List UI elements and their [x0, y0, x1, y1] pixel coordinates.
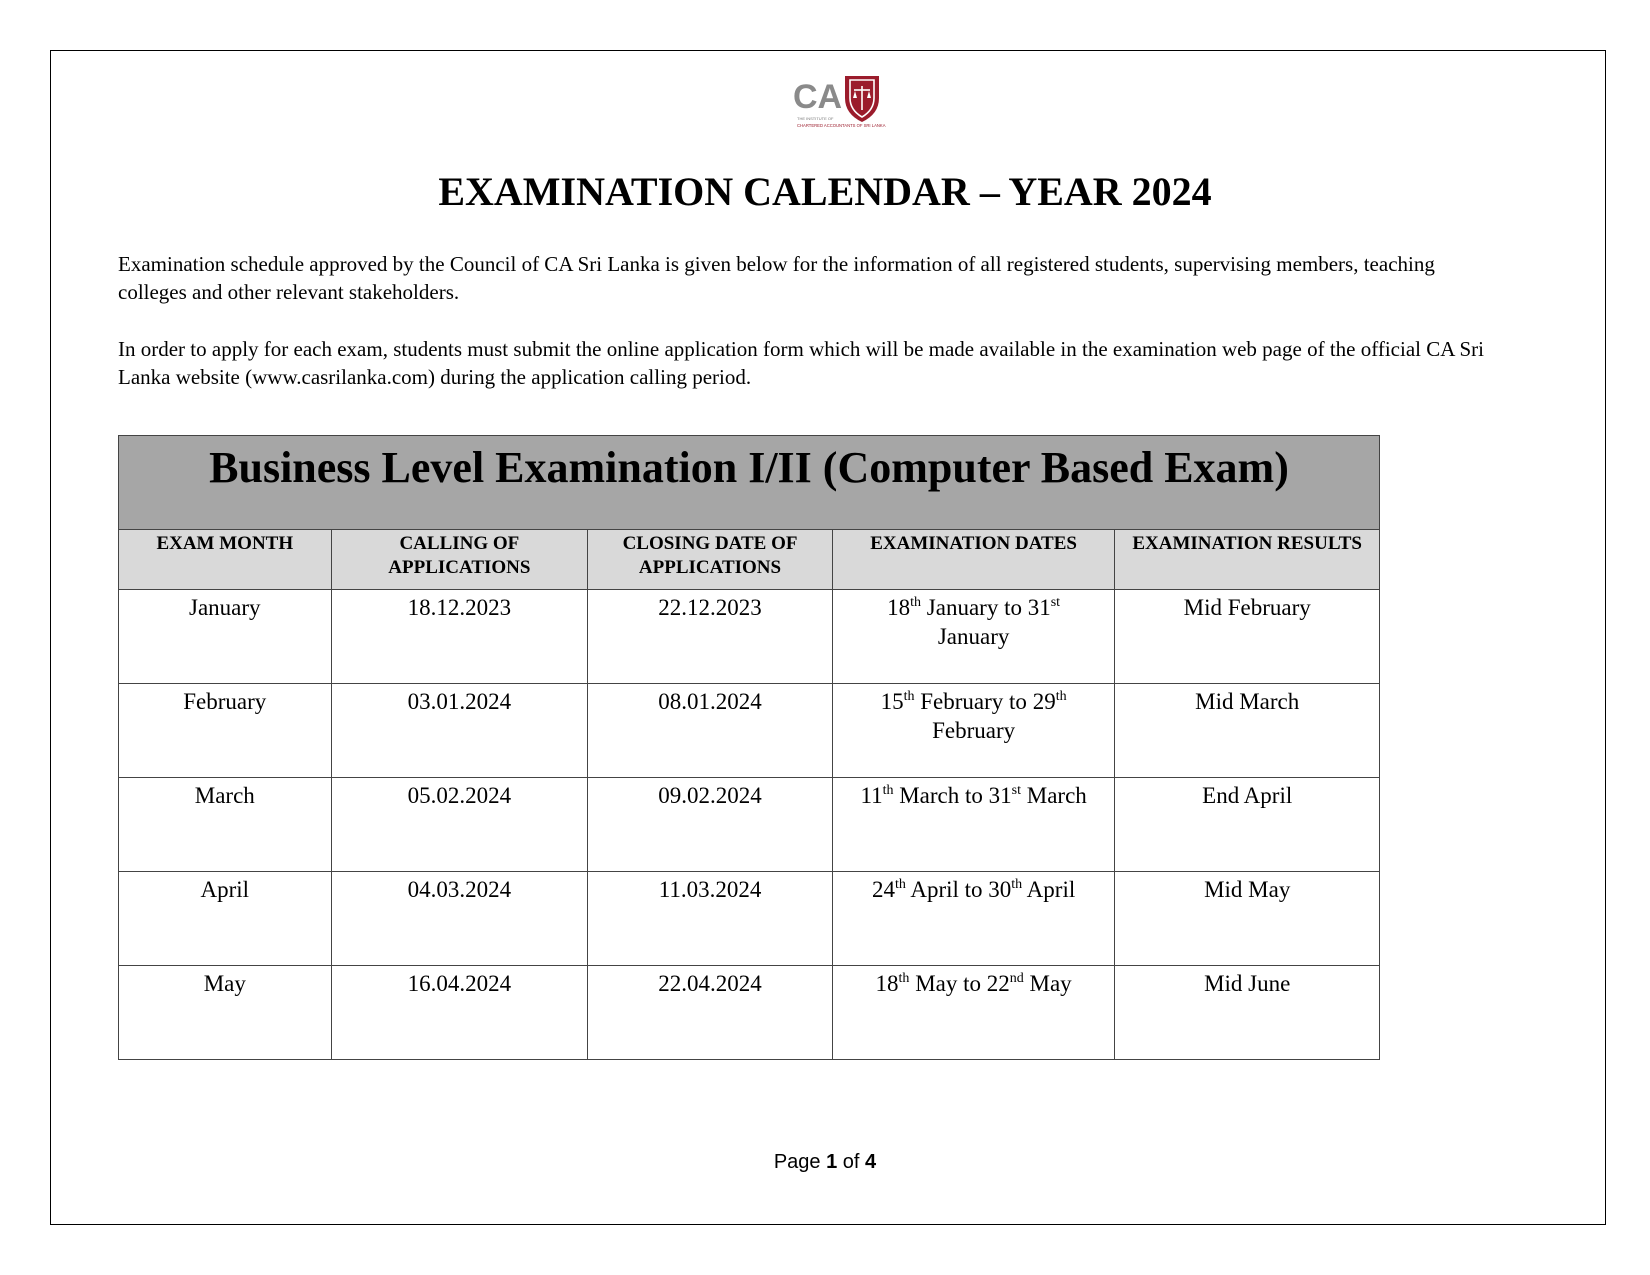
- cell-calling-date: 05.02.2024: [331, 778, 588, 872]
- cell-exam-month: May: [119, 966, 332, 1060]
- cell-results: Mid February: [1115, 590, 1380, 684]
- cell-closing-date: 08.01.2024: [588, 684, 833, 778]
- cell-calling-date: 18.12.2023: [331, 590, 588, 684]
- table-caption: Business Level Examination I/II (Computer Based Exam): [119, 436, 1380, 530]
- logo-caption-line1: THE INSTITUTE OF: [797, 116, 834, 121]
- cell-calling-date: 04.03.2024: [331, 872, 588, 966]
- logo-letters: CA: [793, 78, 843, 116]
- cell-exam-month: February: [119, 684, 332, 778]
- cell-results: Mid June: [1115, 966, 1380, 1060]
- exam-calendar-table: [118, 435, 1380, 1060]
- table-row: [119, 966, 1380, 1060]
- cell-closing-date: 11.03.2024: [588, 872, 833, 966]
- cell-closing-date: 22.04.2024: [588, 966, 833, 1060]
- cell-closing-date: 22.12.2023: [588, 590, 833, 684]
- page-number: Page 1 of 4: [773, 1151, 877, 1173]
- cell-results: End April: [1115, 778, 1380, 872]
- document-title: EXAMINATION CALENDAR – YEAR 2024: [438, 169, 1212, 214]
- cell-examination-dates: 11th March to 31st March: [832, 778, 1115, 872]
- table-row: [119, 684, 1380, 778]
- cell-results: Mid May: [1115, 872, 1380, 966]
- logo-caption-line2: CHARTERED ACCOUNTANTS OF SRI LANKA: [797, 123, 886, 128]
- table-header-row: [119, 530, 1380, 590]
- ca-sri-lanka-logo: [793, 72, 889, 132]
- cell-examination-dates: 15th February to 29th February: [832, 684, 1115, 778]
- intro-paragraph: Examination schedule approved by the Council of CA Sri Lanka is given below for the information of all registered students, supervising members, teaching colleges and other relevant stakeholders.: [118, 252, 1435, 304]
- cell-closing-date: 09.02.2024: [588, 778, 833, 872]
- header-calling-of-applications: CALLING OF APPLICATIONS: [331, 530, 588, 590]
- header-closing-date: CLOSING DATE OF APPLICATIONS: [588, 530, 833, 590]
- cell-exam-month: January: [119, 590, 332, 684]
- cell-examination-dates: 18th January to 31st January: [832, 590, 1115, 684]
- cell-calling-date: 03.01.2024: [331, 684, 588, 778]
- cell-examination-dates: 18th May to 22nd May: [832, 966, 1115, 1060]
- cell-calling-date: 16.04.2024: [331, 966, 588, 1060]
- header-examination-results: EXAMINATION RESULTS: [1115, 530, 1380, 590]
- table-row: [119, 778, 1380, 872]
- table-row: [119, 872, 1380, 966]
- application-paragraph: In order to apply for each exam, students must submit the online application form which will be made available in the examination web page of the official CA Sri Lanka website (www.casrilanka.com) during the application calling period.: [118, 337, 1484, 389]
- cell-examination-dates: 24th April to 30th April: [832, 872, 1115, 966]
- cell-exam-month: March: [119, 778, 332, 872]
- cell-exam-month: April: [119, 872, 332, 966]
- cell-results: Mid March: [1115, 684, 1380, 778]
- header-exam-month: EXAM MONTH: [119, 530, 332, 590]
- header-examination-dates: EXAMINATION DATES: [832, 530, 1115, 590]
- table-row: [119, 590, 1380, 684]
